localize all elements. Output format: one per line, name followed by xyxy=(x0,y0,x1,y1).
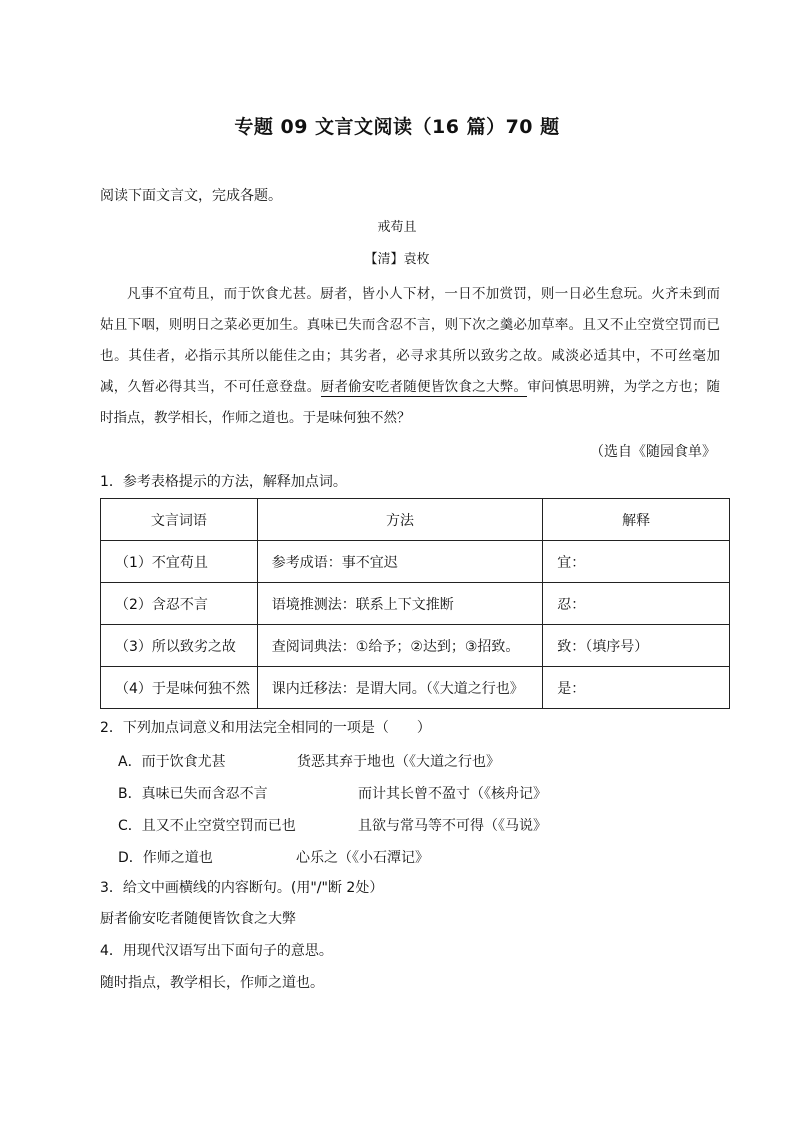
table-cell: 语境推测法：联系上下文推断 xyxy=(257,583,543,625)
answer-cell: 宜： xyxy=(543,541,730,583)
q2-option-b-right: 而计其长曾不盈寸（《核舟记》 xyxy=(358,786,547,802)
page-title: 专题 09 文言文阅读（16 篇）70 题 xyxy=(234,116,560,138)
q2-option-d-left: D．作师之道也 xyxy=(118,850,213,866)
table-row xyxy=(101,583,730,625)
passage-title: 戒苟且 xyxy=(377,220,417,235)
q1-prompt: 1．参考表格提示的方法，解释加点词。 xyxy=(100,474,347,490)
answer-cell: 忍： xyxy=(543,583,730,625)
q4-text: 随时指点，教学相长，作师之道也。 xyxy=(100,975,324,991)
table-header-cell: 解释 xyxy=(543,499,730,541)
q2-option-d-right: 心乐之（《小石潭记》 xyxy=(296,850,429,866)
passage-source: （选自《随园食单》 xyxy=(590,444,716,460)
passage-text-after: 审问慎思明辨，为学之方也；随时指点，教学相长，作师之道也。于是味何独不然？ xyxy=(100,379,721,426)
passage-underlined-sentence: 厨者偷安吃者随便皆饮食之大弊。 xyxy=(320,379,528,395)
q2-option-c-left: C．且又不止空赏空罚而已也 xyxy=(118,818,296,834)
table-cell: （2）含忍不言 xyxy=(101,583,258,625)
q2-option-b-left: B．真味已失而含忍不言 xyxy=(118,786,268,802)
table-cell: 查阅词典法：①给予；②达到；③招致。 xyxy=(257,625,543,667)
table-row xyxy=(101,667,730,709)
table-cell: 课内迁移法：是谓大同。（《大道之行也》 xyxy=(257,667,543,709)
q3-text: 厨者偷安吃者随便皆饮食之大弊 xyxy=(100,911,296,927)
answer-cell: 致：（填序号） xyxy=(543,625,730,667)
table-cell: （4）于是味何独不然 xyxy=(101,667,258,709)
q2-prompt: 2．下列加点词意义和用法完全相同的一项是（ ） xyxy=(100,720,431,736)
q1-table xyxy=(100,498,730,709)
passage-body xyxy=(100,279,720,434)
instruction-text: 阅读下面文言文，完成各题。 xyxy=(100,188,282,204)
passage-author: 【清】袁枚 xyxy=(364,252,430,267)
q2-option-a-right: 货恶其弃于地也（《大道之行也》 xyxy=(297,754,500,770)
table-header-cell: 文言词语 xyxy=(101,499,258,541)
q2-option-a-left: A．而于饮食尤甚 xyxy=(118,754,226,770)
table-header-cell: 方法 xyxy=(257,499,543,541)
table-row xyxy=(101,541,730,583)
answer-cell: 是： xyxy=(543,667,730,709)
passage-text-before: 凡事不宜苟且，而于饮食尤甚。厨者，皆小人下材，一日不加赏罚，则一日必生怠玩。火齐未到而姑且下咽，则明日之菜必更加生。真味已失而含忍不言，则下次之羹必加草率。且又不止空赏空罚而已也。其佳者，必指示其所以能佳之由；其劣者，必寻求其所以致劣之故。咸淡必适其中，不可丝毫加减，久暂必得其当，不可任意登盘。 xyxy=(100,286,720,395)
table-row xyxy=(101,625,730,667)
table-header-row xyxy=(101,499,730,541)
table-cell: 参考成语：事不宜迟 xyxy=(257,541,543,583)
q4-prompt: 4．用现代汉语写出下面句子的意思。 xyxy=(100,943,333,959)
q2-option-c-right: 且欲与常马等不可得（《马说》 xyxy=(358,818,547,834)
table-cell: （3）所以致劣之故 xyxy=(101,625,258,667)
q3-prompt: 3．给文中画横线的内容断句。(用"/"断 2处） xyxy=(100,880,384,896)
table-cell: （1）不宜苟且 xyxy=(101,541,258,583)
